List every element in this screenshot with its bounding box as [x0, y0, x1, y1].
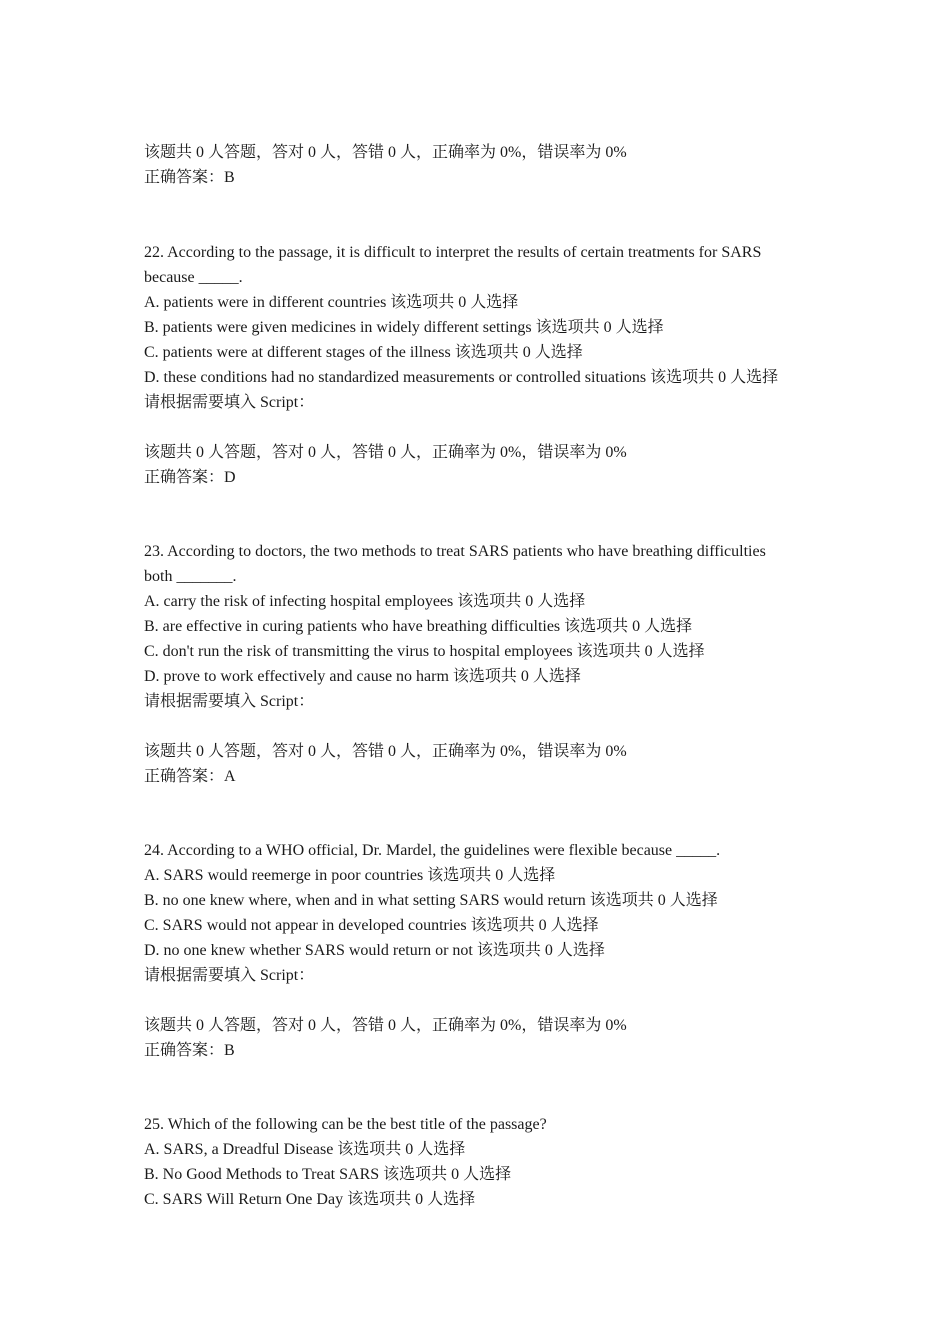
option-b[interactable]: B. no one knew where, when and in what setting SARS would return 该选项共 0 人选择	[144, 892, 718, 909]
question-21-result	[144, 140, 627, 190]
script-prompt: 请根据需要填入 Script：	[144, 967, 315, 984]
option-a[interactable]: A. SARS would reemerge in poor countries 该选项共 0 人选择	[144, 867, 556, 884]
stats-line: 该题共 0 人答题，答对 0 人，答错 0 人，正确率为 0%，错误率为 0%	[144, 743, 627, 760]
question-stem: 23. According to doctors, the two methods to treat SARS patients who have breathing difficulties	[144, 543, 766, 560]
option-c[interactable]: C. patients were at different stages of the illness 该选项共 0 人选择	[144, 344, 583, 361]
correct-answer: 正确答案：B	[144, 1042, 235, 1059]
option-c[interactable]: C. SARS would not appear in developed countries 该选项共 0 人选择	[144, 917, 599, 934]
script-prompt: 请根据需要填入 Script：	[144, 394, 315, 411]
correct-answer: 正确答案：A	[144, 768, 236, 785]
stats-line: 该题共 0 人答题，答对 0 人，答错 0 人，正确率为 0%，错误率为 0%	[144, 444, 627, 461]
option-b[interactable]: B. patients were given medicines in widely different settings 该选项共 0 人选择	[144, 319, 664, 336]
question-24	[144, 838, 824, 1063]
question-stem: because _____.	[144, 269, 243, 286]
stats-line: 该题共 0 人答题，答对 0 人，答错 0 人，正确率为 0%，错误率为 0%	[144, 1017, 627, 1034]
question-22	[144, 240, 824, 490]
correct-answer: 正确答案：D	[144, 469, 236, 486]
question-stem: 24. According to a WHO official, Dr. Mardel, the guidelines were flexible because _____.	[144, 842, 721, 859]
question-23	[144, 539, 824, 789]
option-a[interactable]: A. SARS, a Dreadful Disease 该选项共 0 人选择	[144, 1141, 466, 1158]
script-prompt: 请根据需要填入 Script：	[144, 693, 315, 710]
option-b[interactable]: B. are effective in curing patients who have breathing difficulties 该选项共 0 人选择	[144, 618, 693, 635]
option-d[interactable]: D. prove to work effectively and cause no harm 该选项共 0 人选择	[144, 668, 581, 685]
correct-answer: 正确答案：B	[144, 169, 235, 186]
option-c[interactable]: C. don't run the risk of transmitting the virus to hospital employees 该选项共 0 人选择	[144, 643, 705, 660]
option-a[interactable]: A. carry the risk of infecting hospital employees 该选项共 0 人选择	[144, 593, 586, 610]
question-stem: 22. According to the passage, it is difficult to interpret the results of certain treatments for SARS	[144, 244, 762, 261]
option-d[interactable]: D. these conditions had no standardized measurements or controlled situations 该选项共 0 人选择	[144, 369, 779, 386]
option-a[interactable]: A. patients were in different countries 该选项共 0 人选择	[144, 294, 519, 311]
stats-line: 该题共 0 人答题，答对 0 人，答错 0 人，正确率为 0%，错误率为 0%	[144, 144, 627, 161]
question-stem: 25. Which of the following can be the best title of the passage?	[144, 1116, 547, 1133]
question-25	[144, 1112, 824, 1212]
option-c[interactable]: C. SARS Will Return One Day 该选项共 0 人选择	[144, 1191, 476, 1208]
option-d[interactable]: D. no one knew whether SARS would return or not 该选项共 0 人选择	[144, 942, 605, 959]
question-stem: both _______.	[144, 568, 237, 585]
option-b[interactable]: B. No Good Methods to Treat SARS 该选项共 0 人选择	[144, 1166, 512, 1183]
